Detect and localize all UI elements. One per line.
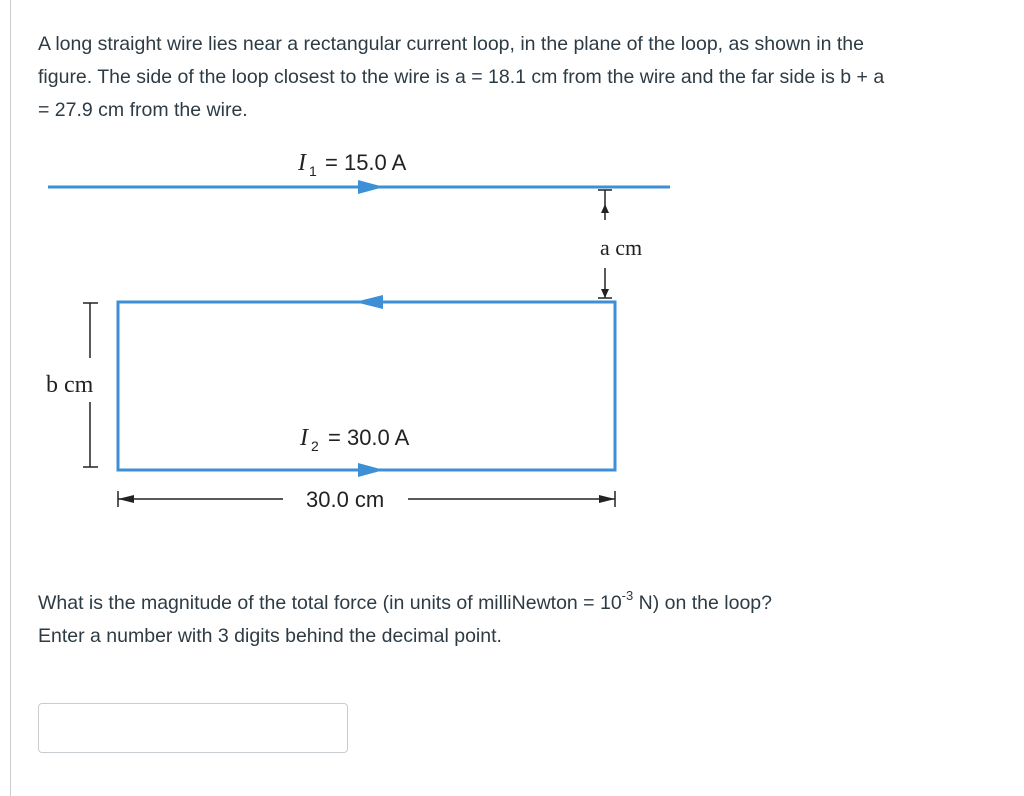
b-label: b cm	[46, 372, 94, 398]
i1-value: = 15.0 A	[325, 150, 407, 175]
i1-subscript: 1	[309, 163, 317, 179]
prompt-line-1	[38, 587, 1003, 620]
i2-value: = 30.0 A	[328, 425, 410, 450]
question-line-2: figure. The side of the loop closest to the wire is a = 18.1 cm from the wire and the far side is b + a	[38, 66, 885, 88]
question-line-3: = 27.9 cm from the wire.	[38, 99, 248, 121]
i1-label: I	[298, 150, 306, 176]
answer-input[interactable]	[38, 703, 348, 753]
a-label: a cm	[600, 235, 643, 260]
i2-subscript: 2	[311, 438, 319, 454]
question-text	[38, 28, 1003, 127]
wire-current-arrow	[358, 180, 384, 194]
width-label: 30.0 cm	[306, 487, 385, 512]
loop-top-arrow	[355, 295, 383, 309]
loop-bottom-arrow	[358, 463, 384, 477]
question-prompt	[38, 587, 1003, 653]
i2-label: I	[300, 425, 308, 451]
wire-loop-figure	[38, 140, 678, 530]
question-line-1: A long straight wire lies near a rectangular current loop, in the plane of the loop, as shown in the	[38, 33, 864, 55]
prompt-line-2: Enter a number with 3 digits behind the decimal point.	[38, 625, 502, 647]
prompt-line-1-end: N) on the loop?	[633, 592, 772, 614]
prompt-exponent: -3	[621, 588, 634, 603]
prompt-line-1-text: What is the magnitude of the total force (in units of milliNewton = 10	[38, 592, 622, 614]
left-border	[0, 0, 11, 796]
